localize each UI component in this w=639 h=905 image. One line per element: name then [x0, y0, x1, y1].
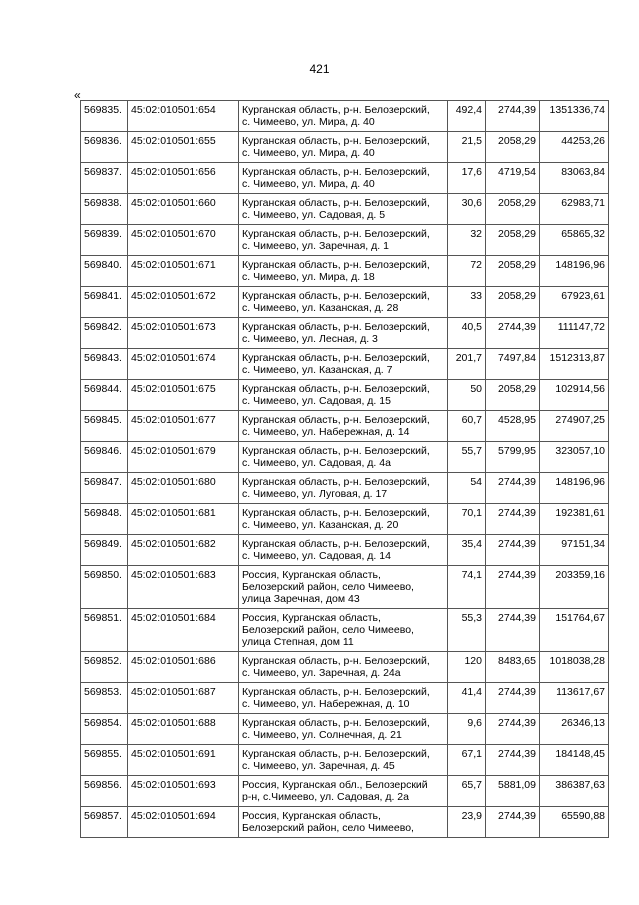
cadastral-number-cell: 45:02:010501:674	[128, 349, 239, 380]
address-cell	[239, 163, 448, 194]
total-value-cell: 192381,61	[540, 504, 609, 535]
address-line: с. Чимеево, ул. Набережная, д. 14	[242, 426, 410, 438]
address-line: Россия, Курганская область,	[242, 810, 381, 822]
area-cell: 30,6	[448, 194, 486, 225]
address-line: с. Чимеево, ул. Садовая, д. 14	[242, 550, 391, 562]
address-cell	[239, 714, 448, 745]
address-line: Курганская область, р-н. Белозерский,	[242, 259, 430, 271]
area-cell: 35,4	[448, 535, 486, 566]
address-cell	[239, 504, 448, 535]
cadastral-number-cell: 45:02:010501:656	[128, 163, 239, 194]
unit-value-cell: 2058,29	[486, 194, 540, 225]
total-value-cell: 83063,84	[540, 163, 609, 194]
address-cell	[239, 745, 448, 776]
total-value-cell: 323057,10	[540, 442, 609, 473]
address-line: Белозерский район, село Чимеево,	[242, 624, 414, 636]
total-value-cell: 26346,13	[540, 714, 609, 745]
cadastral-number-cell: 45:02:010501:681	[128, 504, 239, 535]
address-cell	[239, 318, 448, 349]
address-line: улица Степная, дом 11	[242, 636, 354, 648]
address-line: Россия, Курганская область,	[242, 612, 381, 624]
total-value-cell: 274907,25	[540, 411, 609, 442]
row-number-cell: 569835.	[81, 101, 128, 132]
table-row	[81, 683, 609, 714]
address-cell	[239, 776, 448, 807]
table-row	[81, 652, 609, 683]
address-cell	[239, 256, 448, 287]
address-line: Курганская область, р-н. Белозерский,	[242, 321, 430, 333]
address-line: с. Чимеево, ул. Набережная, д. 10	[242, 698, 410, 710]
cadastral-number-cell: 45:02:010501:671	[128, 256, 239, 287]
area-cell: 9,6	[448, 714, 486, 745]
address-cell	[239, 349, 448, 380]
address-line: с. Чимеево, ул. Мира, д. 40	[242, 147, 375, 159]
unit-value-cell: 8483,65	[486, 652, 540, 683]
address-line: Курганская область, р-н. Белозерский,	[242, 352, 430, 364]
area-cell: 40,5	[448, 318, 486, 349]
address-cell	[239, 807, 448, 838]
address-line: Курганская область, р-н. Белозерский,	[242, 135, 430, 147]
area-cell: 72	[448, 256, 486, 287]
total-value-cell: 1351336,74	[540, 101, 609, 132]
address-line: Курганская область, р-н. Белозерский,	[242, 476, 430, 488]
property-registry-table	[80, 100, 609, 838]
row-number-cell: 569838.	[81, 194, 128, 225]
address-line: Курганская область, р-н. Белозерский,	[242, 655, 430, 667]
row-number-cell: 569854.	[81, 714, 128, 745]
cadastral-number-cell: 45:02:010501:672	[128, 287, 239, 318]
unit-value-cell: 2058,29	[486, 225, 540, 256]
opening-quote-mark: «	[74, 88, 81, 102]
address-cell	[239, 411, 448, 442]
unit-value-cell: 2058,29	[486, 287, 540, 318]
unit-value-cell: 7497,84	[486, 349, 540, 380]
unit-value-cell: 5799,95	[486, 442, 540, 473]
row-number-cell: 569841.	[81, 287, 128, 318]
unit-value-cell: 2744,39	[486, 683, 540, 714]
row-number-cell: 569849.	[81, 535, 128, 566]
total-value-cell: 67923,61	[540, 287, 609, 318]
address-cell	[239, 287, 448, 318]
cadastral-number-cell: 45:02:010501:670	[128, 225, 239, 256]
area-cell: 33	[448, 287, 486, 318]
total-value-cell: 184148,45	[540, 745, 609, 776]
table-row	[81, 349, 609, 380]
table-row	[81, 132, 609, 163]
address-line: с. Чимеево, ул. Казанская, д. 20	[242, 519, 399, 531]
total-value-cell: 102914,56	[540, 380, 609, 411]
address-cell	[239, 652, 448, 683]
table-row	[81, 442, 609, 473]
cadastral-number-cell: 45:02:010501:655	[128, 132, 239, 163]
area-cell: 70,1	[448, 504, 486, 535]
cadastral-number-cell: 45:02:010501:684	[128, 609, 239, 652]
address-line: с. Чимеево, ул. Заречная, д. 45	[242, 760, 395, 772]
address-line: улица Заречная, дом 43	[242, 593, 360, 605]
area-cell: 17,6	[448, 163, 486, 194]
unit-value-cell: 4528,95	[486, 411, 540, 442]
area-cell: 54	[448, 473, 486, 504]
table-row	[81, 101, 609, 132]
cadastral-number-cell: 45:02:010501:677	[128, 411, 239, 442]
address-line: Курганская область, р-н. Белозерский,	[242, 290, 430, 302]
area-cell: 41,4	[448, 683, 486, 714]
area-cell: 21,5	[448, 132, 486, 163]
area-cell: 120	[448, 652, 486, 683]
table-row	[81, 745, 609, 776]
cadastral-number-cell: 45:02:010501:694	[128, 807, 239, 838]
table-row	[81, 776, 609, 807]
unit-value-cell: 2058,29	[486, 380, 540, 411]
address-line: р-н, с.Чимеево, ул. Садовая, д. 2а	[242, 791, 409, 803]
address-line: Курганская область, р-н. Белозерский,	[242, 748, 430, 760]
total-value-cell: 111147,72	[540, 318, 609, 349]
cadastral-number-cell: 45:02:010501:683	[128, 566, 239, 609]
address-cell	[239, 473, 448, 504]
unit-value-cell: 2744,39	[486, 807, 540, 838]
address-line: с. Чимеево, ул. Заречная, д. 1	[242, 240, 389, 252]
address-line: Курганская область, р-н. Белозерский,	[242, 383, 430, 395]
table-row	[81, 473, 609, 504]
address-line: Курганская область, р-н. Белозерский,	[242, 538, 430, 550]
total-value-cell: 1018038,28	[540, 652, 609, 683]
address-line: Курганская область, р-н. Белозерский,	[242, 228, 430, 240]
table-row	[81, 609, 609, 652]
row-number-cell: 569853.	[81, 683, 128, 714]
cadastral-number-cell: 45:02:010501:688	[128, 714, 239, 745]
area-cell: 65,7	[448, 776, 486, 807]
address-line: Курганская область, р-н. Белозерский,	[242, 414, 430, 426]
area-cell: 55,7	[448, 442, 486, 473]
address-line: с. Чимеево, ул. Садовая, д. 4а	[242, 457, 391, 469]
row-number-cell: 569851.	[81, 609, 128, 652]
address-line: Курганская область, р-н. Белозерский,	[242, 717, 430, 729]
row-number-cell: 569847.	[81, 473, 128, 504]
cadastral-number-cell: 45:02:010501:682	[128, 535, 239, 566]
address-line: Курганская область, р-н. Белозерский,	[242, 197, 430, 209]
row-number-cell: 569836.	[81, 132, 128, 163]
address-line: с. Чимеево, ул. Казанская, д. 7	[242, 364, 393, 376]
area-cell: 492,4	[448, 101, 486, 132]
unit-value-cell: 4719,54	[486, 163, 540, 194]
unit-value-cell: 2744,39	[486, 101, 540, 132]
table-row	[81, 411, 609, 442]
area-cell: 32	[448, 225, 486, 256]
address-line: с. Чимеево, ул. Мира, д. 40	[242, 178, 375, 190]
address-line: с. Чимеево, ул. Солнечная, д. 21	[242, 729, 402, 741]
row-number-cell: 569842.	[81, 318, 128, 349]
cadastral-number-cell: 45:02:010501:679	[128, 442, 239, 473]
row-number-cell: 569845.	[81, 411, 128, 442]
cadastral-number-cell: 45:02:010501:693	[128, 776, 239, 807]
address-line: с. Чимеево, ул. Мира, д. 18	[242, 271, 375, 283]
row-number-cell: 569846.	[81, 442, 128, 473]
total-value-cell: 151764,67	[540, 609, 609, 652]
row-number-cell: 569837.	[81, 163, 128, 194]
total-value-cell: 62983,71	[540, 194, 609, 225]
total-value-cell: 203359,16	[540, 566, 609, 609]
area-cell: 55,3	[448, 609, 486, 652]
cadastral-number-cell: 45:02:010501:687	[128, 683, 239, 714]
row-number-cell: 569843.	[81, 349, 128, 380]
row-number-cell: 569852.	[81, 652, 128, 683]
total-value-cell: 65590,88	[540, 807, 609, 838]
address-line: с. Чимеево, ул. Луговая, д. 17	[242, 488, 388, 500]
cadastral-number-cell: 45:02:010501:675	[128, 380, 239, 411]
total-value-cell: 97151,34	[540, 535, 609, 566]
unit-value-cell: 2058,29	[486, 132, 540, 163]
address-cell	[239, 442, 448, 473]
unit-value-cell: 2744,39	[486, 535, 540, 566]
address-line: Белозерский район, село Чимеево,	[242, 581, 414, 593]
address-cell	[239, 535, 448, 566]
cadastral-number-cell: 45:02:010501:686	[128, 652, 239, 683]
unit-value-cell: 2744,39	[486, 714, 540, 745]
row-number-cell: 569840.	[81, 256, 128, 287]
total-value-cell: 113617,67	[540, 683, 609, 714]
unit-value-cell: 2058,29	[486, 256, 540, 287]
page-number: 421	[309, 62, 330, 76]
row-number-cell: 569839.	[81, 225, 128, 256]
row-number-cell: 569844.	[81, 380, 128, 411]
address-cell	[239, 194, 448, 225]
row-number-cell: 569856.	[81, 776, 128, 807]
table-row	[81, 163, 609, 194]
table-row	[81, 194, 609, 225]
address-line: с. Чимеево, ул. Садовая, д. 5	[242, 209, 386, 221]
total-value-cell: 148196,96	[540, 256, 609, 287]
table-row	[81, 807, 609, 838]
area-cell: 74,1	[448, 566, 486, 609]
unit-value-cell: 5881,09	[486, 776, 540, 807]
address-cell	[239, 101, 448, 132]
area-cell: 60,7	[448, 411, 486, 442]
area-cell: 23,9	[448, 807, 486, 838]
unit-value-cell: 2744,39	[486, 566, 540, 609]
cadastral-number-cell: 45:02:010501:680	[128, 473, 239, 504]
cadastral-number-cell: 45:02:010501:660	[128, 194, 239, 225]
row-number-cell: 569855.	[81, 745, 128, 776]
area-cell: 50	[448, 380, 486, 411]
address-line: с. Чимеево, ул. Мира, д. 40	[242, 116, 375, 128]
row-number-cell: 569857.	[81, 807, 128, 838]
address-line: с. Чимеево, ул. Заречная, д. 24а	[242, 667, 401, 679]
address-cell	[239, 683, 448, 714]
address-cell	[239, 609, 448, 652]
area-cell: 67,1	[448, 745, 486, 776]
unit-value-cell: 2744,39	[486, 609, 540, 652]
cadastral-number-cell: 45:02:010501:673	[128, 318, 239, 349]
total-value-cell: 44253,26	[540, 132, 609, 163]
address-line: Курганская область, р-н. Белозерский,	[242, 507, 430, 519]
table-row	[81, 380, 609, 411]
table-row	[81, 504, 609, 535]
address-line: с. Чимеево, ул. Казанская, д. 28	[242, 302, 399, 314]
total-value-cell: 148196,96	[540, 473, 609, 504]
area-cell: 201,7	[448, 349, 486, 380]
table-row	[81, 535, 609, 566]
cadastral-number-cell: 45:02:010501:691	[128, 745, 239, 776]
registry-table-body	[81, 101, 609, 838]
table-row	[81, 318, 609, 349]
address-cell	[239, 225, 448, 256]
unit-value-cell: 2744,39	[486, 473, 540, 504]
total-value-cell: 65865,32	[540, 225, 609, 256]
address-cell	[239, 132, 448, 163]
address-line: Курганская область, р-н. Белозерский,	[242, 686, 430, 698]
unit-value-cell: 2744,39	[486, 745, 540, 776]
address-cell	[239, 566, 448, 609]
address-line: с. Чимеево, ул. Садовая, д. 15	[242, 395, 391, 407]
total-value-cell: 386387,63	[540, 776, 609, 807]
table-row	[81, 714, 609, 745]
address-line: Россия, Курганская область,	[242, 569, 381, 581]
address-line: Курганская область, р-н. Белозерский,	[242, 445, 430, 457]
table-row	[81, 256, 609, 287]
address-line: Россия, Курганская обл., Белозерский	[242, 779, 428, 791]
address-cell	[239, 380, 448, 411]
cadastral-number-cell: 45:02:010501:654	[128, 101, 239, 132]
unit-value-cell: 2744,39	[486, 318, 540, 349]
address-line: Курганская область, р-н. Белозерский,	[242, 166, 430, 178]
row-number-cell: 569850.	[81, 566, 128, 609]
unit-value-cell: 2744,39	[486, 504, 540, 535]
address-line: с. Чимеево, ул. Лесная, д. 3	[242, 333, 378, 345]
address-line: Белозерский район, село Чимеево,	[242, 822, 414, 834]
address-line: Курганская область, р-н. Белозерский,	[242, 104, 430, 116]
table-row	[81, 225, 609, 256]
table-row	[81, 566, 609, 609]
row-number-cell: 569848.	[81, 504, 128, 535]
total-value-cell: 1512313,87	[540, 349, 609, 380]
table-row	[81, 287, 609, 318]
